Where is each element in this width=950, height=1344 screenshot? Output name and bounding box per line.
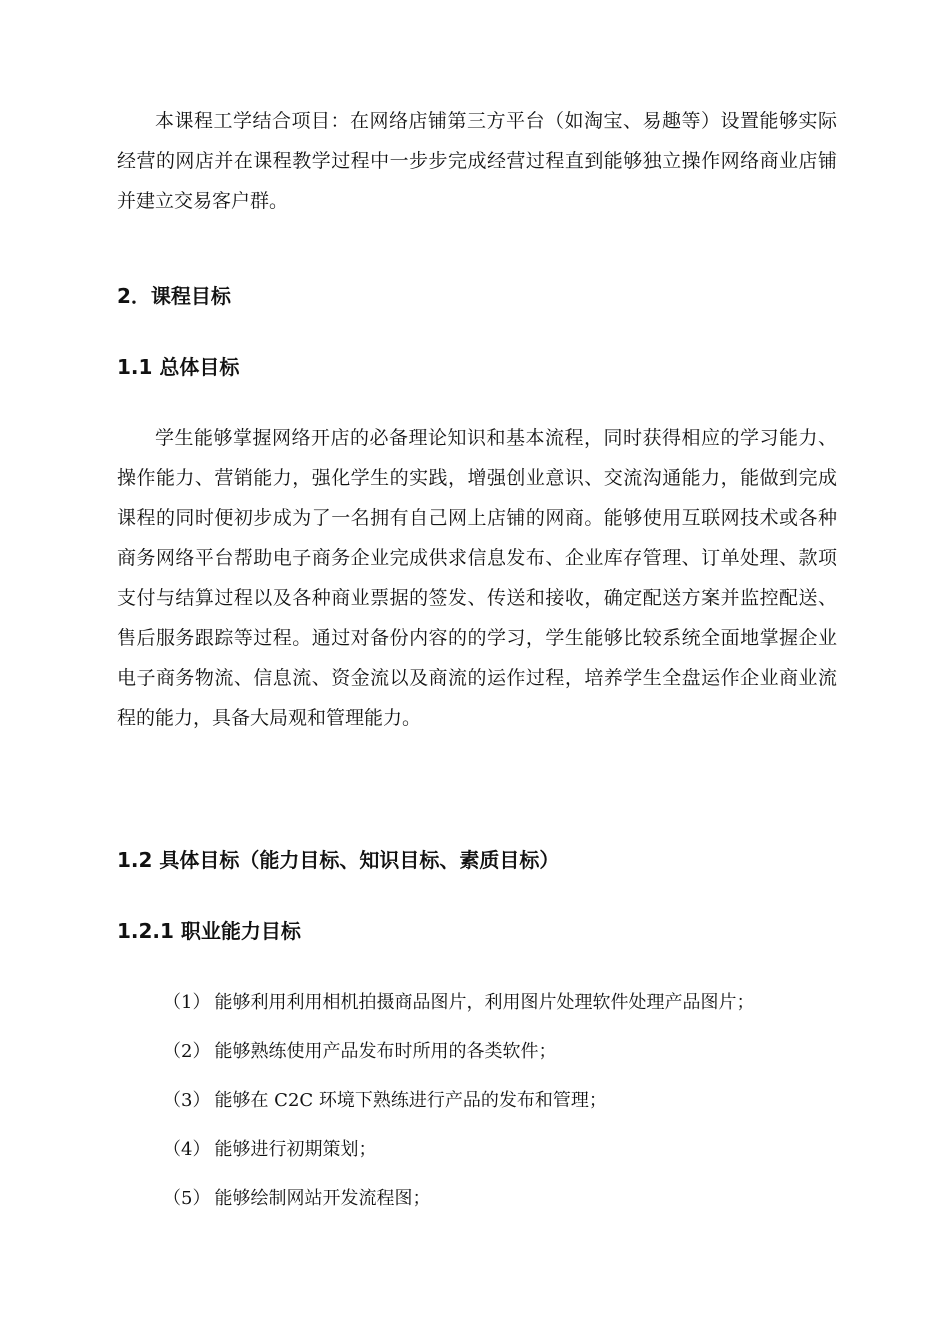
list-item-text: 能够进行初期策划； <box>214 1139 377 1160</box>
list-item-number: （2） <box>163 1041 211 1062</box>
list-item <box>163 1088 754 1137</box>
section-1-2-1-heading: 1.2.1 职业能力目标 <box>117 919 301 943</box>
section-2-heading: 2．课程目标 <box>117 284 231 308</box>
list-item-number: （4） <box>163 1139 211 1160</box>
list-item-text: 能够绘制网站开发流程图； <box>214 1188 431 1209</box>
list-item <box>163 1137 754 1186</box>
list-item-text: 能够在 C2C 环境下熟练进行产品的发布和管理； <box>214 1090 607 1111</box>
list-item <box>163 990 754 1039</box>
overall-goal-paragraph: 学生能够掌握网络开店的必备理论知识和基本流程，同时获得相应的学习能力、操作能力、营销能力，强化学生的实践，增强创业意识、交流沟通能力，能做到完成课程的同时便初步成为了一名拥有自己网上店铺的网商。能够使用互联网技术或各种商务网络平台帮助电子商务企业完成供求信息发布、企业库存管理、订单处理、款项支付与结算过程以及各种商业票据的签发、传送和接收，确定配送方案并监控配送、售后服务跟踪等过程。通过对备份内容的的学习，学生能够比较系统全面地掌握企业电子商务物流、信息流、资金流以及商流的运作过程，培养学生全盘运作企业商业流程的能力，具备大局观和管理能力。 <box>117 427 837 729</box>
list-item <box>163 1039 754 1088</box>
list-item-number: （5） <box>163 1188 211 1209</box>
list-item <box>163 1186 754 1235</box>
intro-paragraph: 本课程工学结合项目：在网络店铺第三方平台（如淘宝、易趣等）设置能够实际经营的网店并在课程教学过程中一步步完成经营过程直到能够独立操作网络商业店铺并建立交易客户群。 <box>117 110 837 212</box>
list-item-text: 能够熟练使用产品发布时所用的各类软件； <box>214 1041 557 1062</box>
section-1-1-heading: 1.1 总体目标 <box>117 355 240 379</box>
ability-list <box>163 990 754 1235</box>
list-item-text: 能够利用利用相机拍摄商品图片，利用图片处理软件处理产品图片； <box>214 992 755 1013</box>
list-item-number: （1） <box>163 992 211 1013</box>
list-item-number: （3） <box>163 1090 211 1111</box>
section-1-2-heading: 1.2 具体目标（能力目标、知识目标、素质目标） <box>117 848 560 872</box>
